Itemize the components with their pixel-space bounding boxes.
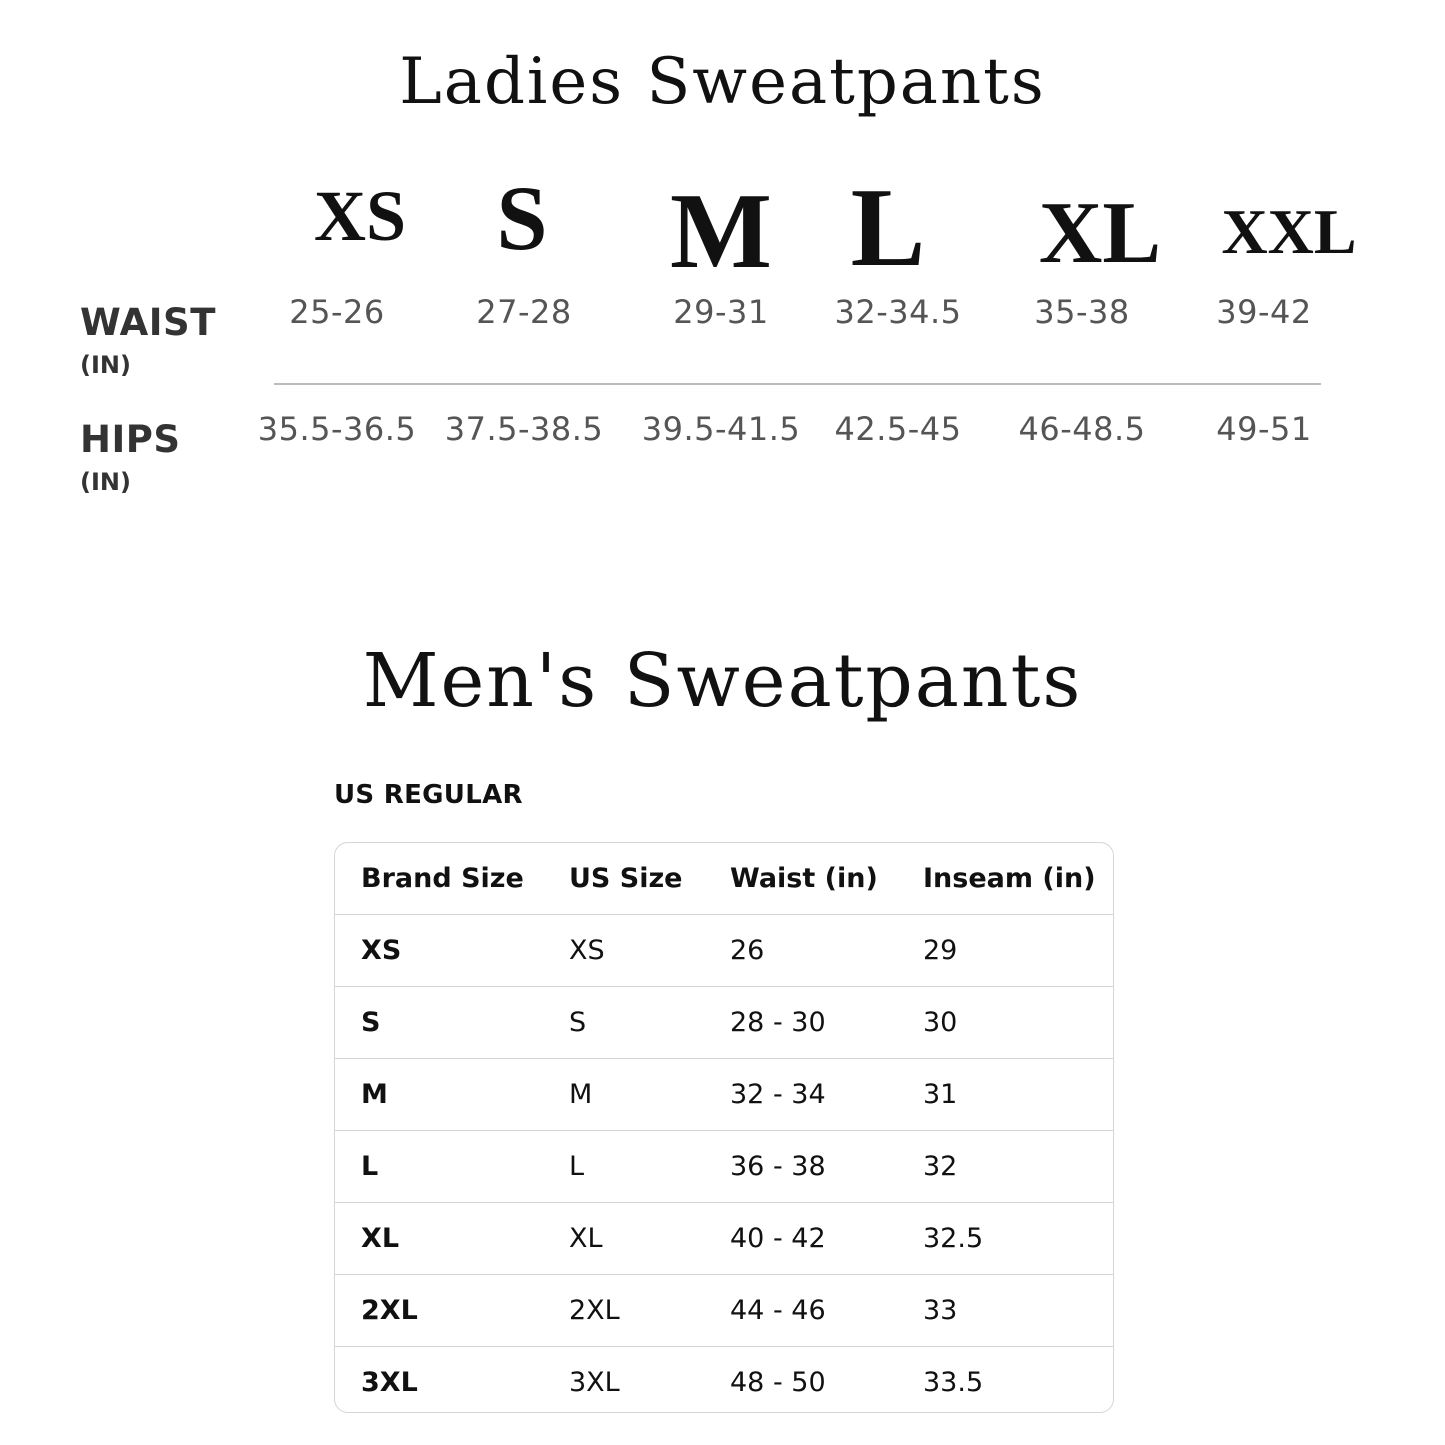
header-brand-size: Brand Size: [361, 863, 524, 894]
hips-value-xxl: 49-51: [1216, 410, 1312, 448]
waist-value-l: 32-34.5: [834, 293, 962, 331]
us-regular-heading: US REGULAR: [334, 780, 523, 810]
inseam-cell: 32.5: [923, 1203, 1113, 1275]
inseam-cell: 32: [923, 1131, 1113, 1203]
brand-size-cell: M: [335, 1059, 569, 1131]
inseam-cell: 33: [923, 1275, 1113, 1347]
waist-cell: 32 - 34: [730, 1059, 923, 1131]
brand-size-cell: 2XL: [335, 1275, 569, 1347]
ladies-title: Ladies Sweatpants: [399, 45, 1046, 119]
us-size-cell: S: [569, 987, 730, 1059]
inseam-cell: 31: [923, 1059, 1113, 1131]
hips-value-l: 42.5-45: [834, 410, 962, 448]
us-size-cell: 3XL: [569, 1347, 730, 1414]
waist-cell: 44 - 46: [730, 1275, 923, 1347]
waist-value-xl: 35-38: [1034, 293, 1130, 331]
waist-cell: 28 - 30: [730, 987, 923, 1059]
ladies-size-xl: XL: [1038, 185, 1162, 282]
table-row: [335, 1131, 1113, 1203]
waist-unit-text: (IN): [80, 351, 131, 379]
waist-value-m: 29-31: [673, 293, 769, 331]
table-header-row: [335, 843, 1113, 915]
waist-cell: 26: [730, 915, 923, 987]
hips-value-xs: 35.5-36.5: [257, 410, 417, 448]
header-waist: Waist (in): [730, 863, 878, 894]
us-size-cell: XS: [569, 915, 730, 987]
brand-size-cell: XS: [335, 915, 569, 987]
waist-value-xxl: 39-42: [1216, 293, 1312, 331]
ladies-divider: [274, 383, 1321, 385]
hips-value-m: 39.5-41.5: [641, 410, 801, 448]
table-row: [335, 1203, 1113, 1275]
inseam-cell: 30: [923, 987, 1113, 1059]
header-us-size: US Size: [569, 863, 683, 894]
us-size-cell: 2XL: [569, 1275, 730, 1347]
mens-title: Men's Sweatpants: [362, 638, 1083, 724]
mens-size-table: [334, 842, 1114, 1413]
ladies-size-m: M: [670, 172, 772, 291]
hips-unit-text: (IN): [80, 468, 131, 496]
brand-size-cell: XL: [335, 1203, 569, 1275]
waist-cell: 40 - 42: [730, 1203, 923, 1275]
table-row: [335, 1347, 1113, 1414]
ladies-size-s: S: [496, 167, 548, 269]
mens-table: [335, 843, 1113, 1413]
us-size-cell: M: [569, 1059, 730, 1131]
inseam-cell: 33.5: [923, 1347, 1113, 1414]
table-row: [335, 987, 1113, 1059]
waist-label-text: WAIST: [80, 301, 216, 344]
us-size-cell: XL: [569, 1203, 730, 1275]
table-row: [335, 1059, 1113, 1131]
table-row: [335, 1275, 1113, 1347]
hips-label-text: HIPS: [80, 418, 181, 461]
waist-value-xs: 25-26: [289, 293, 385, 331]
waist-value-s: 27-28: [476, 293, 572, 331]
waist-cell: 36 - 38: [730, 1131, 923, 1203]
hips-value-s: 37.5-38.5: [444, 410, 604, 448]
brand-size-cell: S: [335, 987, 569, 1059]
ladies-size-l: L: [850, 166, 926, 290]
table-row: [335, 915, 1113, 987]
us-size-cell: L: [569, 1131, 730, 1203]
header-inseam: Inseam (in): [923, 863, 1096, 894]
brand-size-cell: L: [335, 1131, 569, 1203]
inseam-cell: 29: [923, 915, 1113, 987]
hips-value-xl: 46-48.5: [1018, 410, 1146, 448]
waist-cell: 48 - 50: [730, 1347, 923, 1414]
ladies-size-xxl: XXL: [1221, 196, 1357, 267]
ladies-size-xs: XS: [313, 176, 407, 256]
hips-label: [80, 418, 181, 496]
brand-size-cell: 3XL: [335, 1347, 569, 1414]
waist-label: [80, 301, 216, 379]
